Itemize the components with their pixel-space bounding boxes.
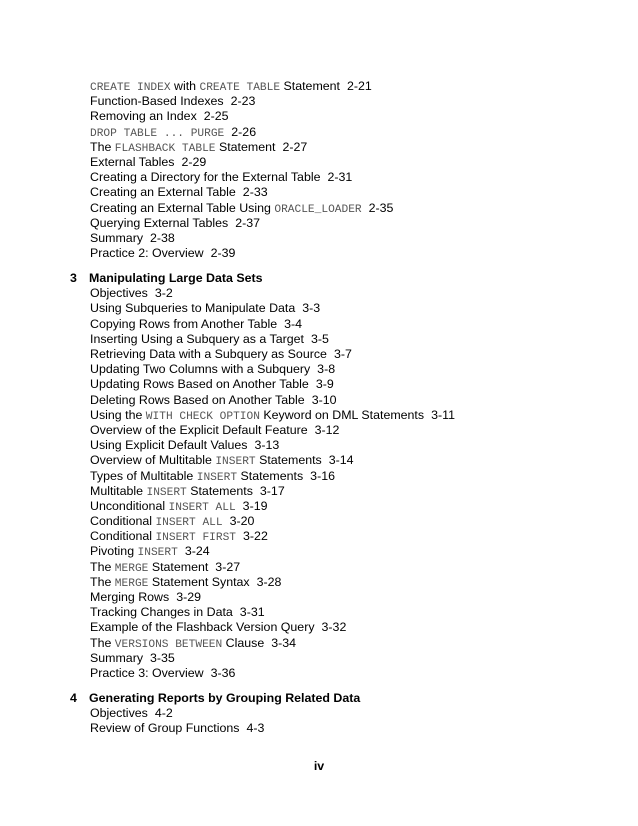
- toc-entry-text: Pivoting: [90, 544, 138, 559]
- toc-entry-text: The: [90, 559, 115, 574]
- toc-entry-text: Types of Multitable: [90, 468, 197, 483]
- toc-entry: [70, 301, 630, 316]
- toc-entry: [70, 620, 630, 635]
- toc-entry-page: 2-39: [210, 246, 236, 261]
- toc-entry-text: Example of the Flashback Version Query: [90, 620, 315, 635]
- chapter-number: 3: [70, 271, 77, 286]
- toc-entry-code: INSERT: [215, 456, 256, 469]
- toc-entry-page: 3-34: [271, 635, 297, 650]
- toc-entry-page: 3-16: [310, 468, 335, 483]
- toc-entry-code: INSERT ALL: [168, 501, 236, 514]
- chapter-number: 4: [70, 691, 77, 706]
- toc-entry-page: 2-25: [203, 109, 229, 124]
- toc-entry-text: Review of Group Functions: [90, 721, 240, 736]
- toc-entry-page: 3-19: [242, 498, 268, 513]
- toc-entry: [70, 706, 630, 721]
- toc-entry-page: 2-33: [242, 185, 268, 200]
- toc-entry-page: 3-22: [243, 529, 268, 544]
- toc-entry-text: Creating an External Table: [90, 185, 236, 200]
- toc-entry-text: Conditional: [90, 514, 156, 529]
- toc-entry-text: Objectives: [90, 706, 148, 721]
- page-number: iv: [313, 759, 325, 773]
- toc-entry-page: 3-12: [314, 422, 340, 437]
- toc-entry-text: Querying External Tables: [90, 215, 229, 230]
- toc-entry-code: FLASHBACK TABLE: [114, 142, 216, 155]
- toc-entry-text: Creating an External Table Using: [90, 200, 275, 215]
- toc-entry: [70, 317, 630, 332]
- toc-entry-page: 2-37: [235, 215, 261, 230]
- toc-entry: [70, 216, 630, 231]
- toc-entry-text: Conditional: [90, 529, 156, 544]
- toc-entry: [70, 170, 630, 185]
- toc-entry-text: Updating Two Columns with a Subquery: [90, 362, 311, 377]
- toc-entry-page: 2-27: [282, 139, 308, 154]
- toc-entry-text: Statement: [215, 139, 276, 154]
- toc-entry-text: Retrieving Data with a Subquery as Source: [90, 347, 327, 361]
- toc-entry-page: 3-35: [150, 650, 175, 665]
- toc-entry-text: Keyword on DML Statements: [259, 407, 425, 422]
- toc-entry-text: Statements: [237, 468, 304, 483]
- toc-entry-page: 3-17: [259, 483, 285, 498]
- toc-entry: [70, 575, 630, 590]
- toc-entry-page: 3-9: [315, 377, 334, 392]
- toc-entry-text: Practice 2: Overview: [90, 246, 204, 261]
- toc-entry-page: 4-3: [246, 721, 265, 736]
- chapter-title: Manipulating Large Data Sets: [89, 271, 263, 286]
- toc-entry-code: INSERT: [146, 486, 187, 499]
- toc-entry-text: Deleting Rows Based on Another Table: [90, 392, 305, 407]
- toc-entry-code: WITH CHECK OPTION: [145, 410, 260, 423]
- toc-entry: [70, 453, 630, 468]
- toc-entry-text: Using Subqueries to Manipulate Data: [90, 301, 296, 316]
- chapter-heading: [70, 690, 630, 706]
- toc-entry-text: Tracking Changes in Data: [90, 605, 233, 620]
- toc-entry-page: 3-11: [431, 407, 455, 422]
- toc-entry: [70, 347, 630, 362]
- toc-entry-text: Removing an Index: [90, 109, 197, 124]
- toc-entry-text: Unconditional: [90, 498, 169, 513]
- toc-entry-page: 3-14: [328, 453, 354, 468]
- toc-entry: [70, 560, 630, 575]
- toc-entry-page: 2-29: [181, 154, 207, 169]
- toc-entry-page: 2-26: [231, 124, 257, 139]
- toc-entry-page: 3-7: [333, 347, 352, 361]
- toc-entry: [70, 408, 630, 423]
- toc-entry: [70, 231, 630, 246]
- toc-entry: [70, 605, 630, 620]
- toc-entry: [70, 469, 630, 484]
- toc-entry-text: Using the: [90, 407, 146, 422]
- toc-entry-code: INSERT: [196, 471, 238, 484]
- toc-entry-text: Merging Rows: [90, 590, 170, 604]
- toc-entry-text: Statement Syntax: [148, 574, 250, 589]
- toc-entry-page: 2-23: [230, 94, 256, 109]
- toc-entry: [70, 201, 630, 216]
- toc-entry: [70, 79, 630, 94]
- toc-entry-text: Summary: [90, 230, 144, 245]
- toc-entry: [70, 514, 630, 529]
- toc-entry-text: The: [90, 635, 115, 650]
- toc-entry-text: Practice 3: Overview: [90, 665, 204, 680]
- toc-entry-text: Multitable: [90, 483, 147, 498]
- toc-entry: [70, 484, 630, 499]
- toc-entry-page: 2-35: [368, 200, 394, 215]
- toc-entry-page: 3-13: [254, 438, 280, 453]
- toc-entry-text: Statements: [186, 483, 253, 498]
- toc-entry-page: 3-3: [302, 301, 321, 316]
- toc-entry-code: INSERT ALL: [155, 517, 223, 530]
- toc-entry-page: 2-21: [347, 79, 372, 93]
- toc-entry-page: 3-32: [321, 620, 347, 635]
- toc-entry: [70, 286, 630, 301]
- toc-entry-text: Statement: [280, 79, 340, 93]
- toc-entry-page: 3-5: [310, 331, 329, 346]
- toc-entry-page: 2-38: [150, 230, 175, 245]
- toc-entry-page: 2-31: [327, 170, 353, 185]
- toc-entry-text: Updating Rows Based on Another Table: [90, 377, 309, 392]
- toc-entry-text: Statements: [255, 453, 322, 468]
- toc-entry: [70, 332, 630, 347]
- toc-entry: [70, 499, 630, 514]
- toc-entry-code: CREATE INDEX: [90, 82, 171, 94]
- toc-entry-code: DROP TABLE ... PURGE: [90, 127, 225, 140]
- toc-entry: [70, 529, 630, 544]
- toc-entry-text: Function-Based Indexes: [90, 94, 224, 109]
- toc-entry-page: 3-8: [317, 362, 336, 377]
- toc-entry-page: 3-20: [229, 514, 255, 529]
- toc-entry-page: 3-29: [176, 590, 202, 604]
- toc-entry-page: 3-31: [239, 605, 265, 620]
- toc-entry-code: ORACLE_LOADER: [274, 203, 362, 216]
- toc-entry-page: 3-24: [184, 544, 210, 559]
- toc-entry: [70, 666, 630, 681]
- toc-entry: [70, 125, 630, 140]
- toc-entry-text: Creating a Directory for the External Table: [90, 170, 321, 185]
- toc-entry-text: Copying Rows from Another Table: [90, 316, 278, 331]
- toc-entry-code: INSERT: [137, 547, 178, 560]
- toc-entry: [70, 362, 630, 377]
- toc-entry-text: with: [170, 79, 200, 93]
- toc-entry-text: Overview of the Explicit Default Feature: [90, 422, 308, 437]
- toc-entry-page: 4-2: [154, 706, 173, 721]
- toc-entry: [70, 438, 630, 453]
- toc-entry-text: Using Explicit Default Values: [90, 438, 248, 453]
- toc-entry-text: The: [90, 139, 115, 154]
- toc-entry: [70, 721, 630, 736]
- toc-entry-page: 3-2: [154, 286, 173, 301]
- toc-entry-code: CREATE TABLE: [199, 82, 281, 94]
- toc-entry-text: Clause: [222, 635, 265, 650]
- toc-entry: [70, 246, 630, 261]
- toc-entry-code: MERGE: [114, 577, 149, 590]
- toc-entry-page: 3-27: [215, 559, 241, 574]
- toc-entry-page: 3-10: [311, 392, 337, 407]
- toc-entry-text: Overview of Multitable: [90, 453, 216, 468]
- toc-entry: [70, 393, 630, 408]
- toc-entry-code: MERGE: [114, 562, 149, 575]
- toc-entry-text: Inserting Using a Subquery as a Target: [90, 331, 304, 346]
- toc-entry: [70, 155, 630, 170]
- toc-entry: [70, 636, 630, 651]
- toc-entry: [70, 544, 630, 559]
- toc-entry: [70, 423, 630, 438]
- toc-entry: [70, 651, 630, 666]
- table-of-contents: [70, 79, 630, 737]
- toc-entry-code: INSERT FIRST: [155, 532, 237, 545]
- toc-entry: [70, 185, 630, 200]
- toc-entry: [70, 109, 630, 124]
- chapter-title: Generating Reports by Grouping Related Data: [89, 691, 361, 706]
- toc-entry-text: Summary: [90, 650, 144, 665]
- toc-entry: [70, 140, 630, 155]
- toc-entry-code: VERSIONS BETWEEN: [114, 638, 223, 651]
- toc-entry-page: 3-28: [256, 574, 282, 589]
- toc-entry: [70, 377, 630, 392]
- toc-entry-text: The: [90, 574, 115, 589]
- toc-entry-text: Objectives: [90, 286, 148, 301]
- toc-entry: [70, 590, 630, 605]
- toc-entry: [70, 94, 630, 109]
- toc-entry-text: Statement: [148, 559, 209, 574]
- chapter-heading: [70, 270, 630, 286]
- toc-entry-page: 3-36: [210, 665, 236, 680]
- toc-entry-text: External Tables: [90, 154, 175, 169]
- toc-entry-page: 3-4: [284, 316, 303, 331]
